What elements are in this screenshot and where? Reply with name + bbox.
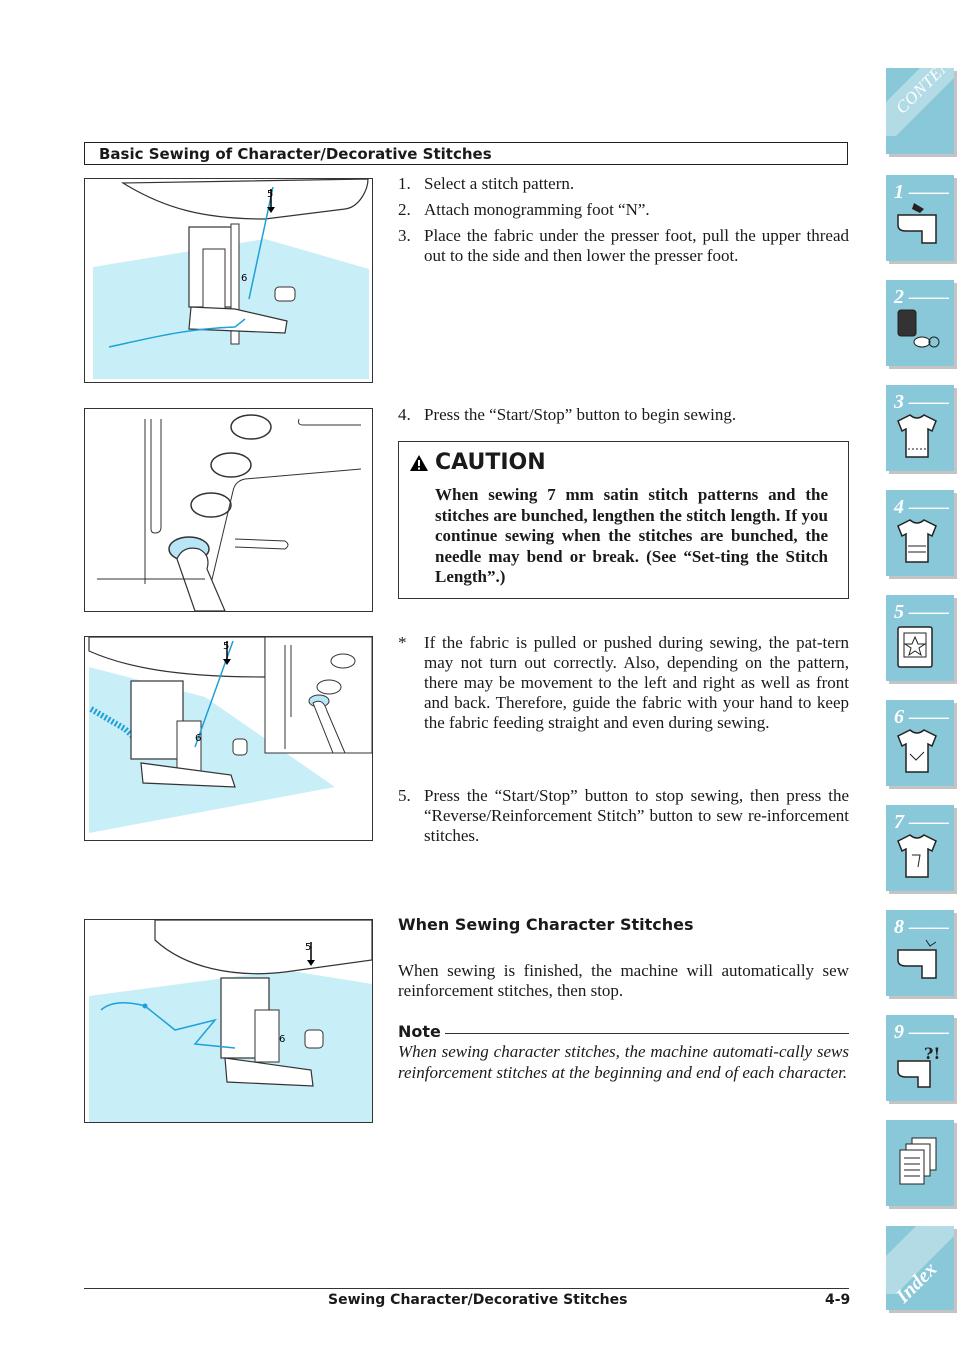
tab-documents[interactable] (886, 1120, 954, 1206)
step-2-number: 2. (398, 200, 411, 219)
shirt-design-icon (892, 831, 942, 883)
tab-chapter-2[interactable] (886, 280, 954, 366)
tab-chapter-6-number: 6 —— (894, 706, 949, 728)
svg-text:?!: ?! (924, 1044, 941, 1063)
caution-heading (409, 450, 546, 475)
tab-chapter-4-number: 4 —— (894, 496, 949, 518)
tab-chapter-3[interactable] (886, 385, 954, 471)
step-3-number: 3. (398, 226, 411, 245)
figure-press-start (84, 408, 373, 612)
documents-icon (896, 1134, 946, 1194)
step-4-number: 4. (398, 405, 411, 424)
section-title: Basic Sewing of Character/Decorative Stitches (99, 145, 492, 163)
step-3-text: Place the fabric under the presser foot, pull the upper thread out to the side and then lower the presser foot. (424, 226, 849, 265)
troubleshooting-icon (892, 1041, 942, 1093)
tab-chapter-7-number: 7 —— (894, 811, 949, 833)
step-4-text: Press the “Start/Stop” button to begin sewing. (424, 405, 737, 424)
caution-title: CAUTION (435, 450, 546, 475)
tab-chapter-5-number: 5 —— (894, 601, 949, 623)
tab-chapter-9-number: 9 —— (894, 1021, 949, 1043)
figure-character-stitches (84, 919, 373, 1123)
character-text: When sewing is finished, the machine will automatically sew reinforcement stitches, then stop. (398, 961, 849, 1000)
tab-chapter-9[interactable] (886, 1015, 954, 1101)
fabric-guide-note (398, 633, 849, 733)
note-label: Note (398, 1022, 441, 1041)
fig3-label-5: 5 (223, 641, 230, 652)
fig1-label-6: 6 (241, 273, 248, 284)
shirt-embroidery-icon (892, 726, 942, 778)
fig3-label-6: 6 (195, 733, 202, 744)
character-heading: When Sewing Character Stitches (398, 915, 694, 934)
page-number: 4-9 (825, 1292, 851, 1308)
shirt-abc-icon (892, 516, 942, 568)
step-5-text: Press the “Start/Stop” button to stop sewing, then press the “Reverse/Reinforcement Stitch” button to sew re-inforcement stitches. (424, 786, 849, 845)
fig1-label-5: 5 (267, 189, 274, 200)
note-rule (445, 1033, 849, 1034)
thread-spool-icon (892, 306, 942, 358)
tab-chapter-7[interactable] (886, 805, 954, 891)
tab-chapter-1-number: 1 —— (894, 181, 949, 203)
step-3 (398, 226, 849, 266)
caution-box (398, 441, 849, 599)
tab-chapter-1[interactable] (886, 175, 954, 261)
step-1-number: 1. (398, 174, 411, 193)
machine-maintenance-icon (892, 936, 942, 988)
shirt-icon (892, 411, 942, 463)
embroidery-frame-icon (892, 621, 942, 673)
warning-icon (409, 454, 429, 472)
index-label: Index (892, 1258, 942, 1308)
note-text: When sewing character stitches, the machine automati-cally sews reinforcement stitches at the beginning and end of each character. (398, 1042, 849, 1082)
step-1 (398, 174, 849, 194)
sewing-machine-icon (892, 201, 942, 253)
figure-guide-fabric (84, 636, 373, 841)
step-2 (398, 200, 849, 220)
footer-title: Sewing Character/Decorative Stitches (328, 1292, 628, 1308)
step-5-number: 5. (398, 786, 411, 805)
contents-label: CONTENTS (892, 41, 968, 118)
section-header (84, 142, 848, 165)
fig4-label-5: 5 (305, 942, 312, 953)
tab-chapter-5[interactable] (886, 595, 954, 681)
footer-rule (84, 1288, 849, 1289)
tab-chapter-2-number: 2 —— (894, 286, 949, 308)
tab-chapter-3-number: 3 —— (894, 391, 949, 413)
caution-text: When sewing 7 mm satin stitch patterns and the stitches are bunched, lengthen the stitch length. If you continue sewing when the stitches are bunched, the needle may bend or break. (See “Set-ting the Stitch Length”.) (435, 485, 828, 586)
tab-index[interactable] (886, 1226, 954, 1310)
tab-chapter-4[interactable] (886, 490, 954, 576)
fabric-guide-text: If the fabric is pulled or pushed during sewing, the pat-tern may not turn out correctly. Also, depending on the pattern, there may be movement to the left and right as well as front and back. Therefore, guide the fabric with your hand to keep the fabric feeding straight and even during sewing. (424, 633, 849, 732)
tab-chapter-8-number: 8 —— (894, 916, 949, 938)
tab-contents[interactable] (886, 41, 968, 154)
tab-chapter-6[interactable] (886, 700, 954, 786)
figure-attach-foot (84, 178, 373, 383)
step-5 (398, 786, 849, 846)
step-1-text: Select a stitch pattern. (424, 174, 575, 193)
fig4-label-6: 6 (279, 1034, 286, 1045)
step-2-text: Attach monogramming foot “N”. (424, 200, 650, 219)
step-4 (398, 405, 849, 425)
asterisk-mark: * (398, 633, 407, 652)
tab-chapter-8[interactable] (886, 910, 954, 996)
